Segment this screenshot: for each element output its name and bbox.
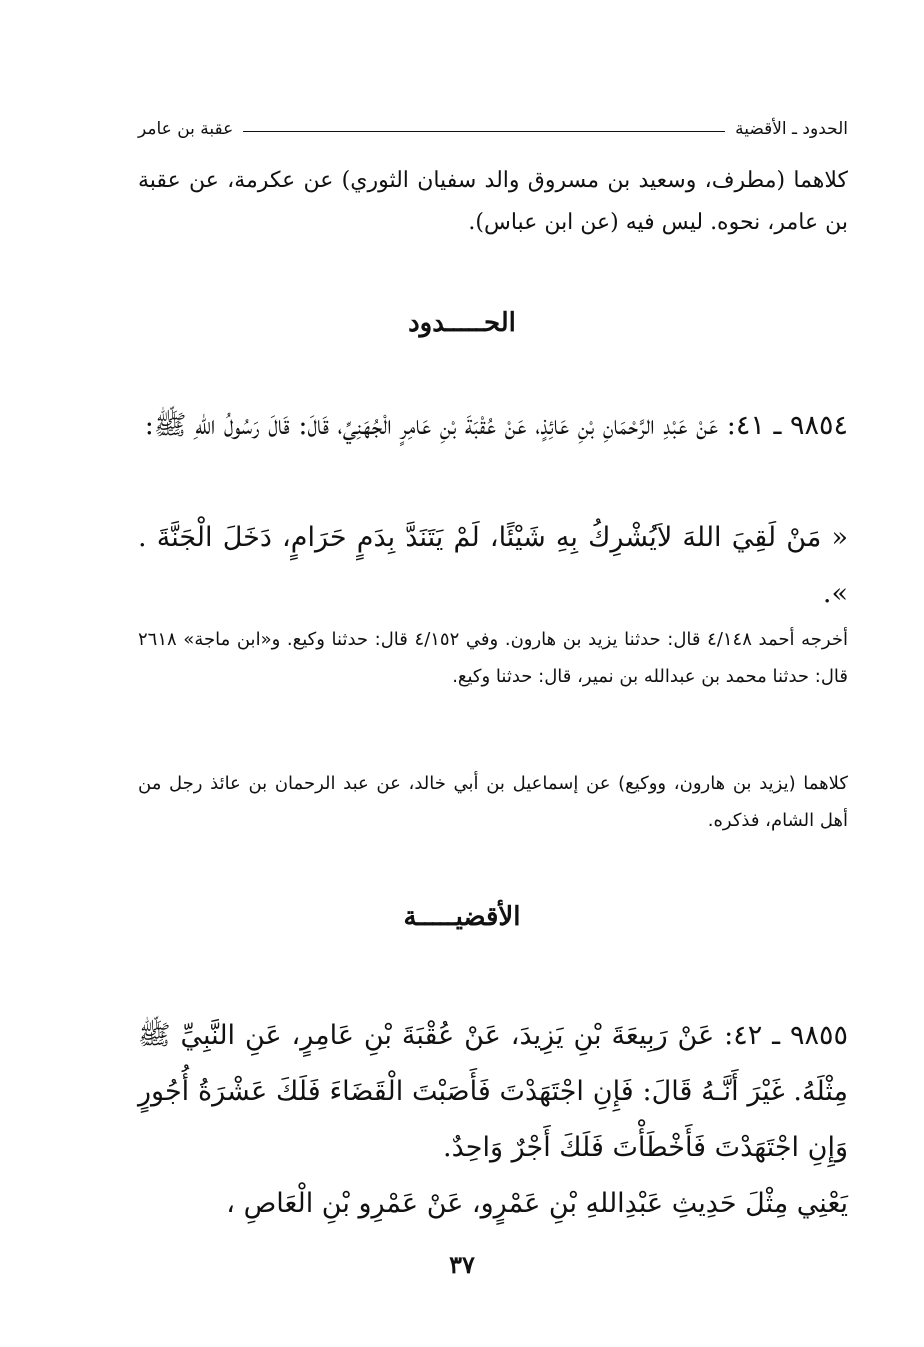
chain-note-paragraph: كلاهما (يزيد بن هارون، ووكيع) عن إسماعيل بن أبي خالد، عن عبد الرحمان بن عائذ رجل من أهل الشام، فذكره. [138,773,848,831]
hadith-9854-lead: ٩٨٥٤ ـ ٤١: عَنْ عَبْدِ الرَّحْمَانِ بْنِ عَائِذٍ، عَنْ عُقْبَةَ بْنِ عَامِرٍ الْجُهَنِيِّ، قَالَ: قَالَ رَسُولُ اللهِ ﷺ: [144,410,848,441]
hadith-9855-text: ٩٨٥٥ ـ ٤٢: عَنْ رَبِيعَةَ بْنِ يَزِيدَ، عَنْ عُقْبَةَ بْنِ عَامِرٍ، عَنِ النَّبِيِّ ﷺ مِثْلَهُ. غَيْرَ أَنَّـهُ قَالَ: فَإِنِ اجْتَهَدْتَ فَأَصَبْتَ الْقَضَاءَ فَلَكَ عَشْرَةُ أُجُورٍ وَإِنِ اجْتَهَدْتَ فَأَخْطَأْتَ فَلَكَ أَجْرٌ وَاحِدٌ. [138,1020,849,1163]
header-companion-name: عقبة بن عامر [138,119,234,139]
running-header [138,114,848,144]
hadith-9854-text: « مَنْ لَقِيَ اللهَ لاَيُشْرِكُ بِهِ شَيْئًا، لَمْ يَتَنَدَّ بِدَمٍ حَرَامٍ، دَخَلَ الْجَنَّةَ . ». [138,522,848,609]
section-heading-aqdiya: الأقضيـــــة [403,902,521,932]
header-rule [243,131,725,132]
section-heading-hudud: الحـــــدود [408,308,516,338]
takhrij-paragraph: أخرجه أحمد ٤/١٤٨ قال: حدثنا يزيد بن هارون. وفي ٤/١٥٢ قال: حدثنا وكيع. و«ابن ماجة» ٢٦١٨ قال: حدثنا محمد بن عبدالله بن نمير، قال: حدثنا وكيع. [138,629,848,687]
hadith-9855-explanation: يَعْنِي مِثْلَ حَدِيثِ عَبْدِاللهِ بْنِ عَمْرٍو، عَنْ عَمْرِو بْنِ الْعَاصِ ، [226,1188,848,1219]
intro-paragraph: كلاهما (مطرف، وسعيد بن مسروق والد سفيان الثوري) عن عكرمة، عن عقبة بن عامر، نحوه. ليس فيه (عن ابن عباس). [138,168,848,235]
page-number: ٣٧ [449,1250,475,1279]
header-section-title: الحدود ـ الأقضية [735,119,848,139]
